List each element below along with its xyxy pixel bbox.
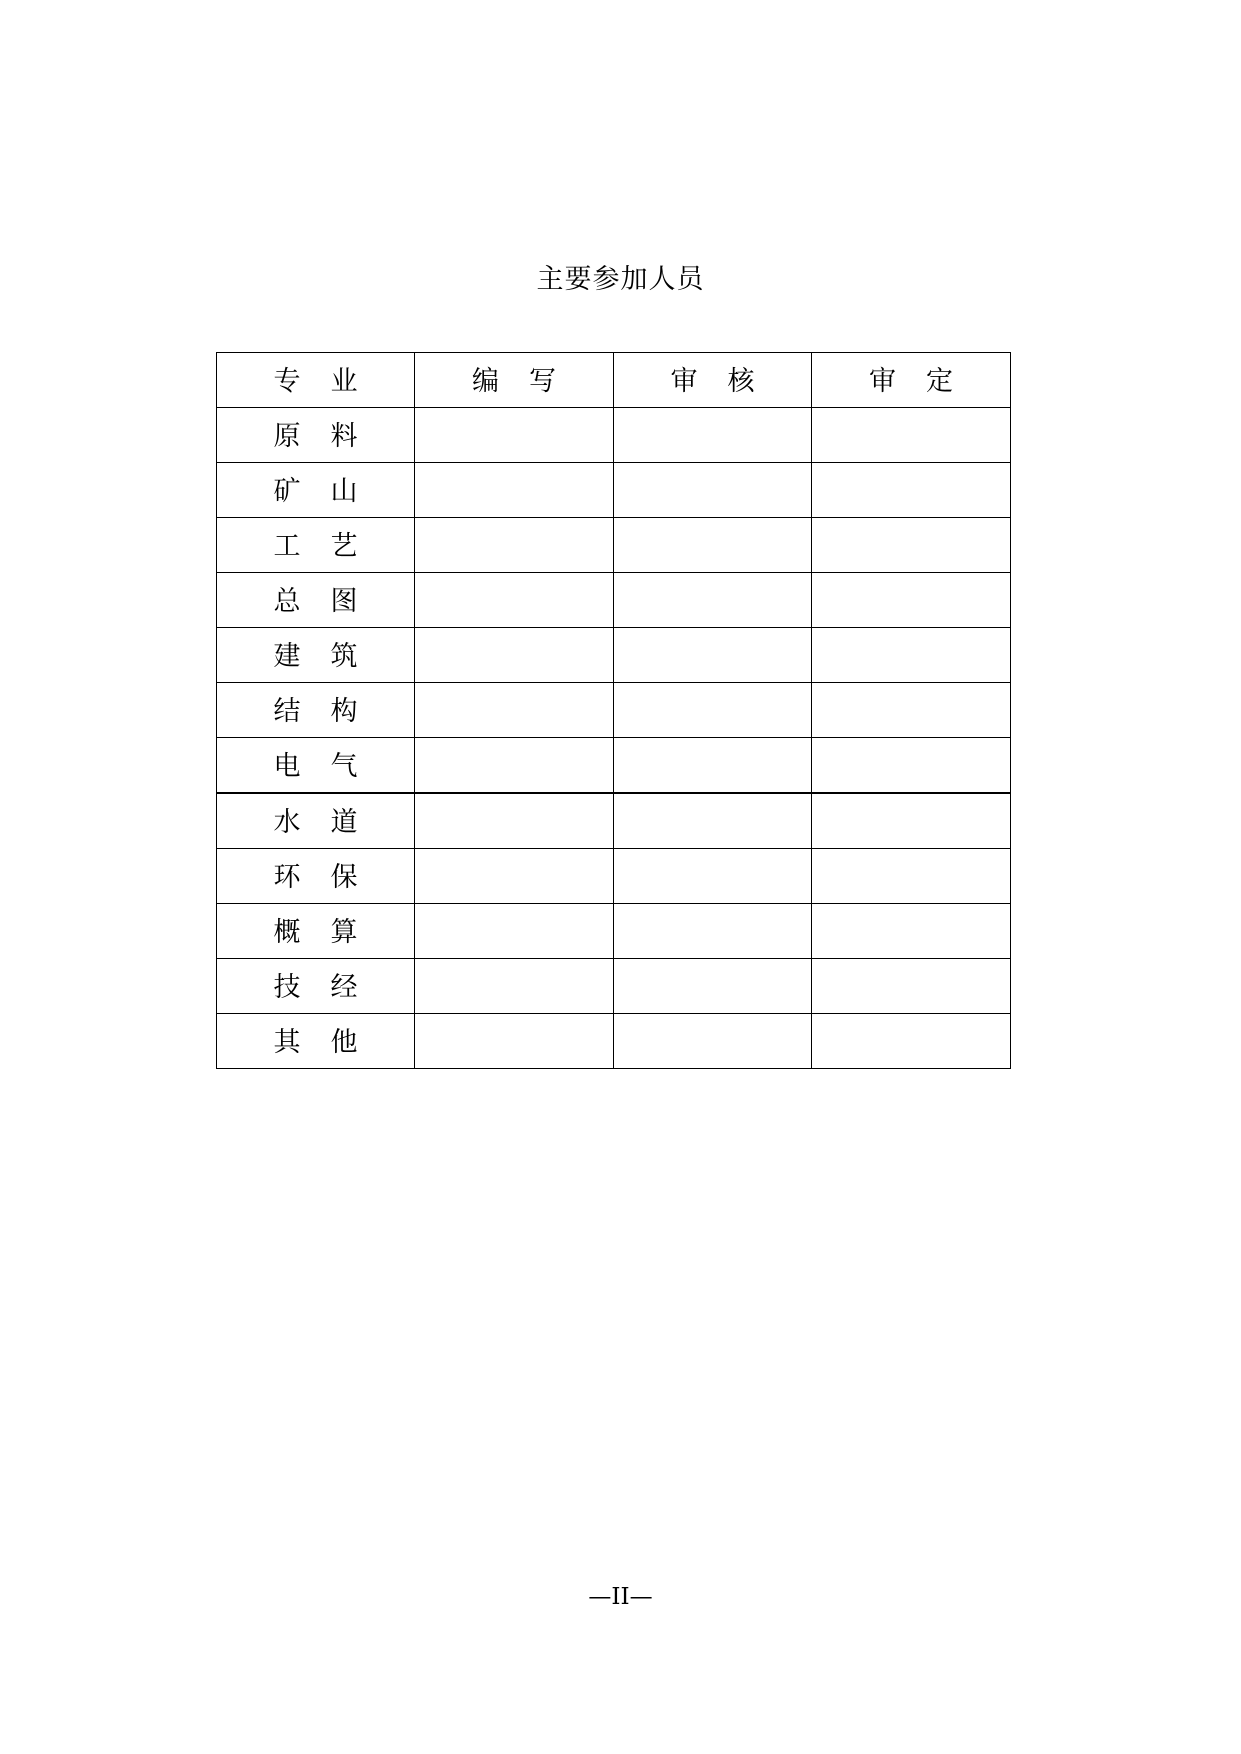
specialty-cell: 其 他 [217,1014,415,1069]
approve-cell [812,904,1011,959]
approve-cell [812,518,1011,573]
specialty-cell: 原 料 [217,408,415,463]
table-row [217,793,1011,849]
table-header-row [217,353,1011,408]
review-cell [614,628,812,683]
compile-cell [415,1014,614,1069]
approve-cell [812,793,1011,849]
table-row [217,849,1011,904]
compile-cell [415,849,614,904]
approve-cell [812,463,1011,518]
review-cell [614,738,812,794]
approve-cell [812,573,1011,628]
header-specialty: 专 业 [217,353,415,408]
specialty-cell: 水 道 [217,793,415,849]
compile-cell [415,408,614,463]
approve-cell [812,1014,1011,1069]
table-row [217,463,1011,518]
compile-cell [415,904,614,959]
participants-table [216,352,1011,1069]
approve-cell [812,959,1011,1014]
review-cell [614,463,812,518]
review-cell [614,518,812,573]
compile-cell [415,959,614,1014]
table-row [217,518,1011,573]
compile-cell [415,628,614,683]
page-number: —II— [588,1584,653,1610]
specialty-cell: 环 保 [217,849,415,904]
specialty-cell: 结 构 [217,683,415,738]
approve-cell [812,849,1011,904]
compile-cell [415,738,614,794]
header-review: 审 核 [614,353,812,408]
page-title: 主要参加人员 [536,264,705,295]
specialty-cell: 概 算 [217,904,415,959]
compile-cell [415,793,614,849]
specialty-cell: 工 艺 [217,518,415,573]
review-cell [614,793,812,849]
compile-cell [415,573,614,628]
table-row [217,904,1011,959]
table-row [217,683,1011,738]
review-cell [614,408,812,463]
specialty-cell: 建 筑 [217,628,415,683]
header-compile: 编 写 [415,353,614,408]
specialty-cell: 总 图 [217,573,415,628]
review-cell [614,573,812,628]
review-cell [614,959,812,1014]
header-approve: 审 定 [812,353,1011,408]
approve-cell [812,738,1011,794]
approve-cell [812,683,1011,738]
specialty-cell: 矿 山 [217,463,415,518]
table-row [217,1014,1011,1069]
table-row [217,408,1011,463]
table-row [217,959,1011,1014]
compile-cell [415,463,614,518]
review-cell [614,849,812,904]
review-cell [614,904,812,959]
review-cell [614,1014,812,1069]
compile-cell [415,683,614,738]
specialty-cell: 电 气 [217,738,415,794]
review-cell [614,683,812,738]
table-row [217,573,1011,628]
approve-cell [812,628,1011,683]
table-row [217,628,1011,683]
approve-cell [812,408,1011,463]
compile-cell [415,518,614,573]
specialty-cell: 技 经 [217,959,415,1014]
table-row [217,738,1011,794]
